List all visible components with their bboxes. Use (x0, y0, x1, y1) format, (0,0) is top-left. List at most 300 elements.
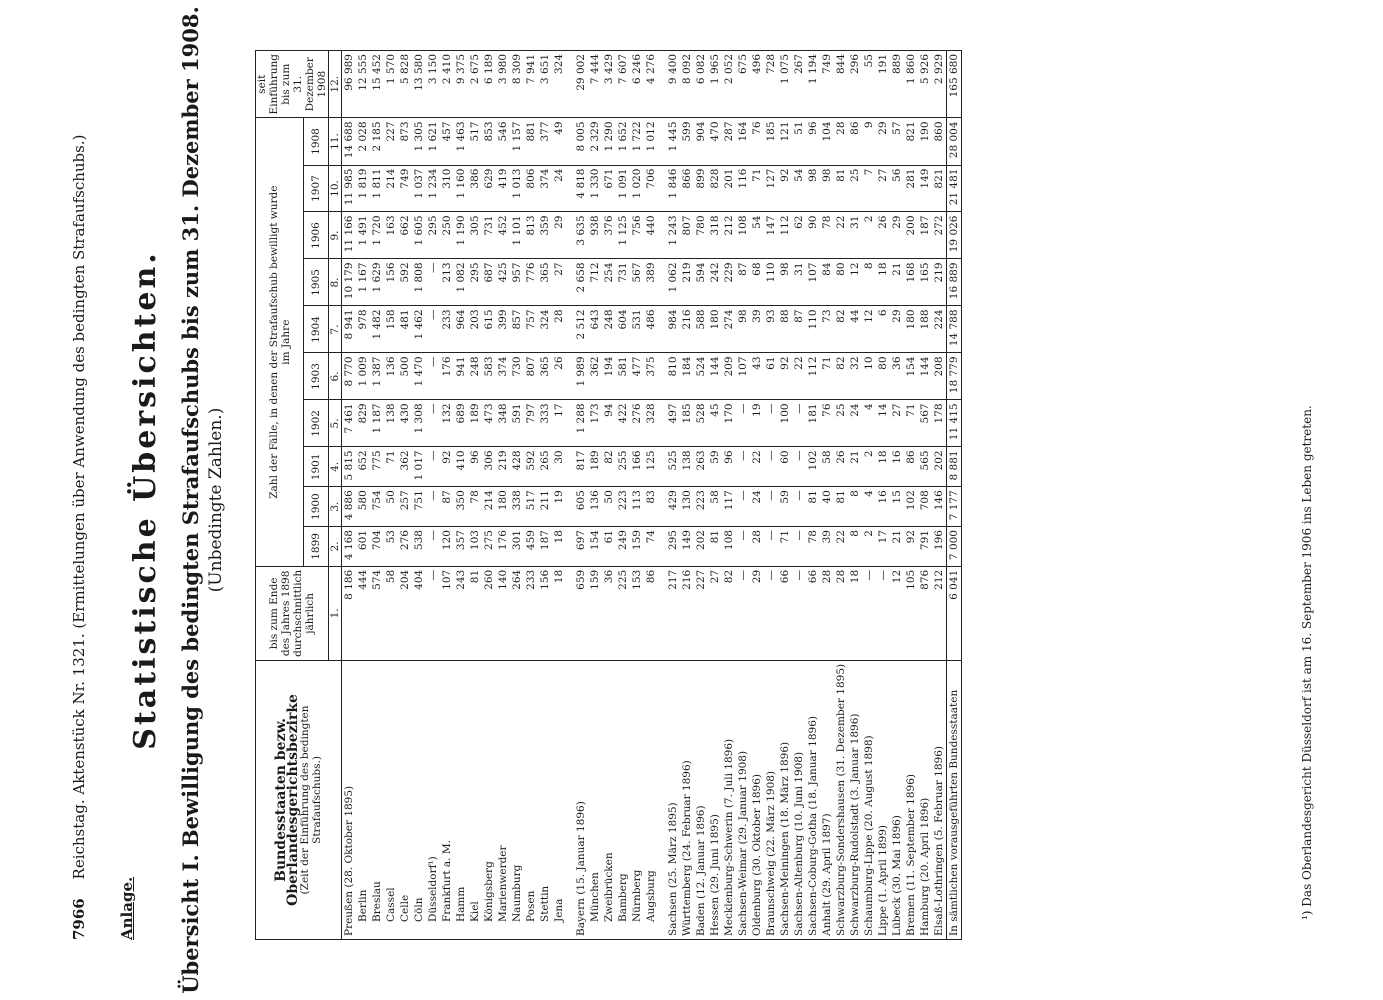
table-cell: 44 (848, 306, 862, 353)
table-cell: 496 (750, 51, 764, 118)
table-cell: 16 889 (947, 259, 962, 306)
table-cell: 853 (482, 118, 496, 165)
page-header (70, 40, 88, 940)
table-cell: 12 (890, 566, 904, 660)
table-cell: 176 (496, 527, 510, 567)
row-label: Baden (12. Januar 1896) (694, 660, 708, 939)
table-cell: — (792, 527, 806, 567)
table-cell: 1 190 (454, 212, 468, 259)
table-cell: 58 (708, 487, 722, 527)
table-cell: 333 (538, 400, 552, 447)
table-cell: 227 (384, 118, 398, 165)
table-cell: 8 (848, 527, 862, 567)
year-head-1905: 1905 (304, 259, 329, 306)
table-cell: 873 (398, 118, 412, 165)
table-cell: 8 309 (510, 51, 524, 118)
page-title: Statistische Übersichten. (128, 250, 163, 750)
table-cell: 156 (538, 566, 552, 660)
table-cell: 817 (574, 447, 588, 487)
table-cell: 73 (820, 306, 834, 353)
table-cell: 18 (552, 527, 566, 567)
table-row (750, 51, 764, 940)
column-number: 2. (329, 527, 342, 567)
table-cell: 374 (538, 165, 552, 212)
table-cell: 86 (644, 566, 658, 660)
table-cell: 149 (918, 165, 932, 212)
table-cell: 107 (806, 259, 820, 306)
table-cell: 257 (398, 487, 412, 527)
table-cell: 146 (932, 487, 947, 527)
table-cell: 1 722 (630, 118, 644, 165)
table-cell: 71 (750, 165, 764, 212)
table-cell: 629 (482, 165, 496, 212)
table-cell: 8 186 (342, 566, 357, 660)
table-cell: 202 (694, 527, 708, 567)
table-cell: 212 (932, 566, 947, 660)
row-label: Nürnberg (630, 660, 644, 939)
table-cell: 116 (736, 165, 750, 212)
table-cell: 1 009 (356, 353, 370, 400)
table-row (370, 51, 384, 940)
table-row (708, 51, 722, 940)
table-cell: 18 (876, 259, 890, 306)
table-row (398, 51, 412, 940)
table-cell: 108 (736, 212, 750, 259)
row-label: Berlin (356, 660, 370, 939)
table-row (694, 51, 708, 940)
table-cell: 96 (468, 447, 482, 487)
column-number: 11. (329, 118, 342, 165)
table-cell: 165 680 (947, 51, 962, 118)
table-cell: 51 (792, 118, 806, 165)
table-cell: 889 (890, 51, 904, 118)
table-row (602, 51, 616, 940)
row-label: Lübeck (30. Mai 1896) (890, 660, 904, 939)
column-number: 6. (329, 353, 342, 400)
row-label: Celle (398, 660, 412, 939)
table-cell: 2 (862, 527, 876, 567)
table-cell: 81 (834, 487, 848, 527)
table-cell: 444 (356, 566, 370, 660)
table-cell: 844 (834, 51, 848, 118)
table-cell: 375 (644, 353, 658, 400)
table-cell: 71 (904, 400, 918, 447)
table-cell: 1 160 (454, 165, 468, 212)
table-cell: 87 (736, 259, 750, 306)
table-cell: 1 330 (588, 165, 602, 212)
table-cell: 7 941 (524, 51, 538, 118)
table-cell: 1 846 (666, 165, 680, 212)
table-cell: 24 (848, 400, 862, 447)
table-cell: 36 (602, 566, 616, 660)
table-cell: 687 (482, 259, 496, 306)
table-cell: 1 819 (356, 165, 370, 212)
table-cell: 12 (848, 259, 862, 306)
table-row (384, 51, 398, 940)
table-cell: 24 (552, 165, 566, 212)
table-cell: — (764, 527, 778, 567)
table-cell: 791 (918, 527, 932, 567)
row-label: Sachsen-Coburg-Gotha (18. Januar 1896) (806, 660, 820, 939)
table-cell: 275 (482, 527, 496, 567)
table-cell: 604 (616, 306, 630, 353)
table-cell: 53 (384, 527, 398, 567)
table-cell: 173 (588, 400, 602, 447)
table-cell: 243 (454, 566, 468, 660)
table-cell: 338 (510, 487, 524, 527)
table-cell: 190 (918, 118, 932, 165)
table-cell: 8 881 (947, 447, 962, 487)
table-cell: 1 965 (708, 51, 722, 118)
table-cell: 45 (708, 400, 722, 447)
table-cell: 567 (630, 259, 644, 306)
column-number: 4. (329, 447, 342, 487)
year-head-1908: 1908 (304, 118, 329, 165)
table-cell: 594 (694, 259, 708, 306)
table-cell: 5 926 (918, 51, 932, 118)
table-cell: 188 (918, 306, 932, 353)
table-cell: 301 (510, 527, 524, 567)
table-cell: 7 000 (947, 527, 962, 567)
row-label: Württemberg (24. Februar 1896) (680, 660, 694, 939)
table-cell: 318 (708, 212, 722, 259)
table-cell: 328 (644, 400, 658, 447)
table-cell: 2 410 (440, 51, 454, 118)
table-cell: 219 (932, 259, 947, 306)
table-cell: 209 (722, 353, 736, 400)
table-cell: 66 (806, 566, 820, 660)
table-cell: 181 (806, 400, 820, 447)
table-cell: 1 243 (666, 212, 680, 259)
table-cell: 399 (496, 306, 510, 353)
table-cell: 49 (552, 118, 566, 165)
table-cell: — (426, 447, 440, 487)
table-cell: 50 (602, 487, 616, 527)
table-cell: 2 028 (356, 118, 370, 165)
column-number: 12. (329, 51, 342, 118)
table-cell: 588 (694, 306, 708, 353)
table-cell: 3 980 (496, 51, 510, 118)
table-cell: 200 (904, 212, 918, 259)
table-cell: 757 (524, 306, 538, 353)
table-cell: 166 (630, 447, 644, 487)
table-cell: 365 (538, 353, 552, 400)
table-cell: 144 (918, 353, 932, 400)
table-cell: 1 811 (370, 165, 384, 212)
column-number: 5. (329, 400, 342, 447)
table-cell: 7 461 (342, 400, 357, 447)
table-cell: 964 (454, 306, 468, 353)
table-cell: 1 012 (644, 118, 658, 165)
table-cell: 1 194 (806, 51, 820, 118)
table-cell: 828 (708, 165, 722, 212)
table-cell: 350 (454, 487, 468, 527)
table-cell: 731 (482, 212, 496, 259)
table-cell: 1 445 (666, 118, 680, 165)
table-cell: 6 246 (630, 51, 644, 118)
table-cell: 94 (602, 400, 616, 447)
table-cell: 497 (666, 400, 680, 447)
table-cell: 31 (792, 259, 806, 306)
table-cell: 652 (356, 447, 370, 487)
table-row (918, 51, 932, 940)
table-cell: 154 (904, 353, 918, 400)
table-cell: 110 (806, 306, 820, 353)
table-cell: 62 (792, 212, 806, 259)
row-label: Mecklenburg-Schwerin (7. Juli 1896) (722, 660, 736, 939)
table-cell: 5 815 (342, 447, 357, 487)
row-label: Frankfurt a. M. (440, 660, 454, 939)
table-cell: 6 082 (694, 51, 708, 118)
table-cell: 904 (694, 118, 708, 165)
table-cell: 107 (736, 353, 750, 400)
table-cell: 821 (904, 118, 918, 165)
row-label: Bremen (11. September 1896) (904, 660, 918, 939)
table-cell: 54 (750, 212, 764, 259)
table-cell: 189 (588, 447, 602, 487)
page-number: 7966 (70, 898, 88, 940)
row-label: Cassel (384, 660, 398, 939)
table-cell: 1 989 (574, 353, 588, 400)
table-cell: 58 (820, 447, 834, 487)
table-cell: 574 (370, 566, 384, 660)
table-cell: 775 (370, 447, 384, 487)
table-cell: 457 (440, 118, 454, 165)
table-cell: 87 (440, 487, 454, 527)
year-head-1904: 1904 (304, 306, 329, 353)
table-cell: 178 (932, 400, 947, 447)
table-cell: 208 (932, 353, 947, 400)
table-row (890, 51, 904, 940)
table-cell: 96 (806, 118, 820, 165)
table-cell: 74 (644, 527, 658, 567)
table-cell: — (736, 566, 750, 660)
row-label: Cöln (412, 660, 426, 939)
table-cell: 7 (862, 165, 876, 212)
table-cell: 140 (496, 566, 510, 660)
table-cell: 19 (750, 400, 764, 447)
table-cell: 305 (468, 212, 482, 259)
table-cell: 76 (750, 118, 764, 165)
table-cell: 659 (574, 566, 588, 660)
table-cell: 58 (384, 566, 398, 660)
table-cell: 165 (918, 259, 932, 306)
table-cell: 528 (694, 400, 708, 447)
table-cell: 1 187 (370, 400, 384, 447)
table-cell: 377 (538, 118, 552, 165)
table-cell: 860 (932, 118, 947, 165)
table-cell: 813 (524, 212, 538, 259)
table-cell: 1 605 (412, 212, 426, 259)
table-cell: 184 (680, 353, 694, 400)
table-cell: — (426, 353, 440, 400)
table-cell: 168 (904, 259, 918, 306)
table-cell: 102 (904, 487, 918, 527)
table-cell: 80 (834, 259, 848, 306)
table-cell: 98 (806, 165, 820, 212)
table-cell: 16 (890, 447, 904, 487)
table-cell: 1 387 (370, 353, 384, 400)
table-row (482, 51, 496, 940)
table-cell: 531 (630, 306, 644, 353)
row-label: Braunschweig (22. März 1908) (764, 660, 778, 939)
table-cell: 899 (694, 165, 708, 212)
table-cell: 27 (890, 400, 904, 447)
table-cell: 98 (736, 306, 750, 353)
table-cell: 18 (552, 566, 566, 660)
row-label: Jena (552, 660, 566, 939)
table-cell: 938 (588, 212, 602, 259)
table-cell: 978 (356, 306, 370, 353)
table-cell: 26 (552, 353, 566, 400)
table-cell: 440 (644, 212, 658, 259)
table-cell: 11 415 (947, 400, 962, 447)
table-cell: 153 (630, 566, 644, 660)
table-cell: 473 (482, 400, 496, 447)
table-cell: 202 (932, 447, 947, 487)
table-cell: 6 189 (482, 51, 496, 118)
table-cell: 749 (398, 165, 412, 212)
table-cell: 728 (764, 51, 778, 118)
table-cell: 92 (904, 527, 918, 567)
table-cell: — (792, 487, 806, 527)
row-label: Schwarzburg-Sondershausen (31. Dezember 1895) (834, 660, 848, 939)
table-cell: 108 (722, 527, 736, 567)
table-cell: 120 (440, 527, 454, 567)
table-cell: 751 (412, 487, 426, 527)
table-cell: 1 629 (370, 259, 384, 306)
table-cell: 1 621 (426, 118, 440, 165)
table-row (356, 51, 370, 940)
table-cell: 25 (848, 165, 862, 212)
table-cell: 68 (750, 259, 764, 306)
table-cell: 1 062 (666, 259, 680, 306)
column-number: 9. (329, 212, 342, 259)
row-label: Sachsen-Meiningen (18. März 1896) (778, 660, 792, 939)
table-cell: 147 (764, 212, 778, 259)
table-cell: 107 (440, 566, 454, 660)
table-row (412, 51, 426, 940)
table-cell: 697 (574, 527, 588, 567)
table-cell: 78 (468, 487, 482, 527)
table-cell: 16 (876, 487, 890, 527)
table-cell: 260 (482, 566, 496, 660)
row-label: Schaumburg-Lippe (20. August 1898) (862, 660, 876, 939)
row-label: Hamm (454, 660, 468, 939)
table-cell: 57 (890, 118, 904, 165)
table-cell: — (426, 487, 440, 527)
table-cell: 214 (384, 165, 398, 212)
table-cell: 11 166 (342, 212, 357, 259)
table-cell: 61 (602, 527, 616, 567)
table-cell: 376 (602, 212, 616, 259)
table-cell: 191 (876, 51, 890, 118)
table-cell: 281 (904, 165, 918, 212)
table-cell: 419 (496, 165, 510, 212)
table-cell: 93 (764, 306, 778, 353)
row-label: Marienwerder (496, 660, 510, 939)
table-cell: 83 (644, 487, 658, 527)
table-cell: — (862, 566, 876, 660)
table-cell: 267 (792, 51, 806, 118)
table-cell: 374 (496, 353, 510, 400)
table-cell: 1 462 (412, 306, 426, 353)
table-cell: 144 (708, 353, 722, 400)
table-cell: 250 (440, 212, 454, 259)
table-cell: 876 (918, 566, 932, 660)
table-cell: 1 720 (370, 212, 384, 259)
table-cell: 82 (834, 353, 848, 400)
table-cell: 28 (834, 118, 848, 165)
table-row (588, 51, 602, 940)
table-cell: — (736, 447, 750, 487)
table-cell: 324 (538, 306, 552, 353)
table-cell: 28 004 (947, 118, 962, 165)
table-cell: 19 (552, 487, 566, 527)
table-cell: 66 (778, 566, 792, 660)
table-cell: 263 (694, 447, 708, 487)
table-cell: 13 580 (412, 51, 426, 118)
table-cell: 829 (356, 400, 370, 447)
table-cell: 100 (778, 400, 792, 447)
table-row (876, 51, 890, 940)
year-head-1900: 1900 (304, 487, 329, 527)
table-cell: 517 (524, 487, 538, 527)
table-cell: 71 (778, 527, 792, 567)
row-label: Sachsen (25. März 1895) (666, 660, 680, 939)
table-cell: 12 (862, 306, 876, 353)
table-cell: 605 (574, 487, 588, 527)
table-cell: 1 101 (510, 212, 524, 259)
table-cell: 154 (588, 527, 602, 567)
table-cell: 1 091 (616, 165, 630, 212)
table-cell: 4 276 (644, 51, 658, 118)
table-cell: 776 (524, 259, 538, 306)
table-cell: 2 185 (370, 118, 384, 165)
footnote: ¹) Das Oberlandesgericht Düsseldorf ist am 16. September 1906 ins Leben getreten. (1300, 405, 1314, 920)
table-cell: — (426, 259, 440, 306)
table-cell: 8 770 (342, 353, 357, 400)
row-label: Augsburg (644, 660, 658, 939)
table-cell: 500 (398, 353, 412, 400)
row-spacer (658, 51, 666, 940)
table-cell: 429 (666, 487, 680, 527)
table-cell: 581 (616, 353, 630, 400)
table-cell: 4 818 (574, 165, 588, 212)
table-row (932, 51, 947, 940)
table-cell: 780 (694, 212, 708, 259)
table-cell: 1 470 (412, 353, 426, 400)
table-cell: 1 482 (370, 306, 384, 353)
table-cell: 196 (932, 527, 947, 567)
table-cell: 4 886 (342, 487, 357, 527)
year-head-1903: 1903 (304, 353, 329, 400)
table-cell: 159 (588, 566, 602, 660)
table-cell: — (426, 527, 440, 567)
table-row (440, 51, 454, 940)
table-cell: 217 (666, 566, 680, 660)
table-cell: 149 (680, 527, 694, 567)
table-cell: 203 (468, 306, 482, 353)
table-cell: 36 (890, 353, 904, 400)
table-cell: 8 (862, 259, 876, 306)
statistics-table (255, 50, 962, 940)
table-cell: 470 (708, 118, 722, 165)
table-row (510, 51, 524, 940)
column-head-states: Bundesstaaten bezw. Oberlandesgerichtsbezirke (Zeit der Einführung des bedingten Strafaufschubs.) (256, 660, 342, 939)
anlage-label: Anlage. (118, 876, 136, 940)
table-cell: 567 (918, 400, 932, 447)
